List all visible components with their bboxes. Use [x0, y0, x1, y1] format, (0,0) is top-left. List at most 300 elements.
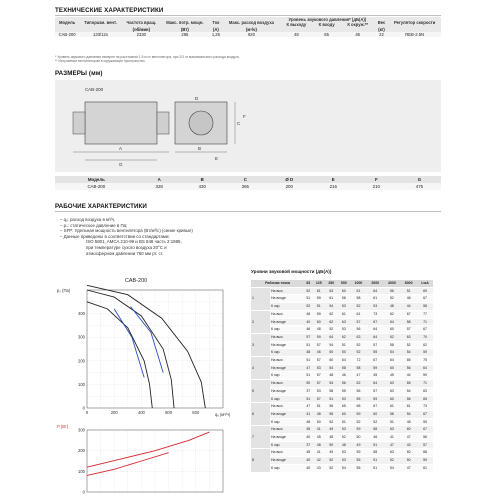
sound-cell: 67: [417, 410, 433, 418]
sound-cell: 52: [325, 326, 338, 334]
sound-cell: 50: [325, 441, 338, 449]
sound-cell: 48: [384, 303, 401, 311]
sound-row-label: К окр.: [270, 418, 304, 426]
sound-cell: 53: [338, 303, 351, 311]
table-row: [251, 349, 433, 357]
sound-cell: 51: [367, 464, 384, 472]
sound-cell: 54: [384, 464, 401, 472]
sound-row-label: К окр.: [270, 303, 304, 311]
sound-row-label: К окр.: [270, 441, 304, 449]
dims-col-model: Модель: [55, 176, 138, 183]
fan-outlet-circle: [189, 111, 213, 135]
sound-cell: 64: [367, 380, 384, 388]
sound-row-label: К окр.: [270, 326, 304, 334]
sound-row-label: На входе: [270, 457, 304, 465]
sound-cell: 54: [338, 464, 351, 472]
sound-row-label: На вых.: [270, 310, 304, 318]
sound-cell: 52: [384, 457, 401, 465]
sound-cell: 48: [400, 418, 417, 426]
sound-row-label: На вых.: [270, 403, 304, 411]
sound-cell: 65: [338, 403, 351, 411]
sound-cell: 55: [350, 457, 367, 465]
sound-cell: 58: [384, 410, 401, 418]
sound-cell: 45: [304, 426, 312, 434]
sound-cell: 56: [325, 403, 338, 411]
unit-cell: (кг): [375, 27, 389, 32]
sound-cell: 64: [338, 357, 351, 365]
sound-cell: 62: [384, 333, 401, 341]
sound-row-label: На входе: [270, 318, 304, 326]
sound-cell: 51: [304, 357, 312, 365]
sound-cell: 60: [384, 326, 401, 334]
cell-weight: 22: [375, 32, 389, 37]
sound-cell: 50: [304, 380, 312, 388]
sound-cell: 59: [417, 418, 433, 426]
table-row: [251, 426, 433, 434]
power-grid: [78, 428, 223, 495]
sound-cell: 54: [325, 341, 338, 349]
x-tick-label: 200: [110, 410, 118, 415]
sound-cell: 40: [304, 464, 312, 472]
tech-note-2: ** Излучаемое вентилятором в окружающее пространство.: [55, 59, 146, 63]
col-airflow: Макс. расход воздуха: [223, 17, 280, 27]
sound-cell: 55: [325, 410, 338, 418]
sound-cell: 44: [400, 372, 417, 380]
sound-cell: 63: [417, 387, 433, 395]
sound-cell: 60: [338, 287, 351, 295]
sound-cell: 46: [367, 434, 384, 442]
table-row: [251, 464, 433, 472]
sound-cell: 51: [400, 287, 417, 295]
sound-cell: 54: [325, 364, 338, 372]
y-tick-label: 100: [78, 381, 85, 387]
sound-cell: 52: [350, 349, 367, 357]
sound-cell: 50: [400, 457, 417, 465]
sound-cell: 56: [400, 364, 417, 372]
sound-cell: 60: [384, 395, 401, 403]
dims-col-d: Ø D: [267, 176, 312, 183]
power-y-tick-label: 100: [78, 468, 85, 474]
col-rpm: Частота вращ.: [122, 17, 161, 27]
sound-col-63: 63: [304, 280, 312, 287]
sound-cell: 59: [417, 457, 433, 465]
dims-col-e: E: [312, 176, 355, 183]
cell-power: 295: [161, 32, 209, 37]
sound-cell: 68: [417, 449, 433, 457]
sound-cell: 63: [338, 318, 351, 326]
sound-cell: 59: [312, 295, 325, 303]
sound-point-label: 5: [251, 380, 270, 403]
dims-table: [55, 176, 441, 190]
unit-cell: (А): [209, 27, 223, 32]
chart-title: САВ-200: [125, 278, 148, 284]
sound-cell: 59: [350, 449, 367, 457]
sound-cell: 64: [367, 287, 384, 295]
sound-title: Уровни звуковой мощности (дБ(А)): [251, 269, 332, 274]
sound-cell: 57: [312, 357, 325, 365]
sound-row-label: На входе: [270, 341, 304, 349]
sound-cell: 53: [338, 426, 351, 434]
sound-cell: 49: [325, 449, 338, 457]
sound-point-label: 7: [251, 426, 270, 449]
sound-cell: 52: [304, 287, 312, 295]
sound-cell: 56: [400, 395, 417, 403]
power-line: [87, 432, 209, 467]
sound-row-label: На входе: [270, 295, 304, 303]
desc-line: – qᵥ: расход воздуха в м³/ч,: [60, 217, 116, 222]
cell-current: 1,26: [209, 32, 223, 37]
sound-cell: 54: [400, 410, 417, 418]
table-row: [251, 295, 433, 303]
y-tick-label: 400: [78, 311, 85, 317]
sound-cell: 59: [350, 410, 367, 418]
sound-cell: 61: [338, 310, 351, 318]
sound-col-4000: 4000: [384, 280, 401, 287]
col-sound-env: К окруж.**: [341, 22, 375, 27]
sound-cell: 52: [350, 418, 367, 426]
sound-cell: 64: [325, 333, 338, 341]
sound-cell: 60: [400, 426, 417, 434]
sound-point-label: 1: [251, 287, 270, 310]
sound-cell: 51: [367, 441, 384, 449]
series-line: [87, 290, 174, 408]
sound-cell: 40: [304, 457, 312, 465]
sound-row-label: К окр.: [270, 464, 304, 472]
sound-point-label: 3: [251, 333, 270, 356]
sound-cell: 42: [312, 457, 325, 465]
sound-cell: 51: [304, 372, 312, 380]
sound-cell: 63: [350, 333, 367, 341]
sound-cell: 51: [338, 418, 351, 426]
table-row: [251, 333, 433, 341]
power-y-tick-label: 300: [78, 427, 85, 433]
sound-row-label: На вых.: [270, 426, 304, 434]
cell-airflow: 920: [223, 32, 280, 37]
sound-cell: 48: [325, 434, 338, 442]
sound-cell: 57: [312, 372, 325, 380]
sound-cell: 45: [304, 449, 312, 457]
sound-cell: 37: [304, 387, 312, 395]
fan-duct-left: [73, 112, 85, 134]
sound-cell: 48: [304, 349, 312, 357]
sound-cell: 57: [350, 318, 367, 326]
sound-cell: 51: [384, 418, 401, 426]
sound-cell: 57: [400, 326, 417, 334]
sound-cell: 62: [338, 333, 351, 341]
sound-cell: 56: [350, 326, 367, 334]
sound-cell: 48: [325, 372, 338, 380]
sound-col-point: Рабочая точка: [251, 280, 304, 287]
sound-cell: 43: [312, 464, 325, 472]
sound-row-label: На вых.: [270, 380, 304, 388]
table-row: [251, 441, 433, 449]
series: [87, 285, 205, 408]
sound-cell: 67: [417, 295, 433, 303]
sound-cell: 48: [312, 441, 325, 449]
table-row: [251, 318, 433, 326]
sound-cell: 47: [400, 464, 417, 472]
sound-cell: 58: [417, 303, 433, 311]
cell-sound-out: 48: [280, 32, 313, 37]
sound-cell: 52: [350, 303, 367, 311]
sound-cell: 54: [325, 380, 338, 388]
dim-letter-g: G: [119, 162, 123, 167]
sound-cell: 63: [384, 387, 401, 395]
dims-col-g: G: [398, 176, 441, 183]
divider: [55, 211, 441, 212]
col-model: Модель: [55, 17, 79, 27]
table-row: [251, 395, 433, 403]
sound-cell: 41: [384, 434, 401, 442]
table-row: [251, 380, 433, 388]
dims-col-b: B: [181, 176, 224, 183]
sound-cell: 57: [312, 341, 325, 349]
tech-note-1: * Уровень звукового давления измерен на расстоянии 1,5 м от вентилятора, при 2/3 от максимального расхода воздуха.: [55, 55, 240, 59]
sound-cell: 45: [312, 434, 325, 442]
sound-cell: 56: [417, 434, 433, 442]
sound-cell: 60: [312, 318, 325, 326]
sound-cell: 59: [417, 349, 433, 357]
sound-cell: 62: [325, 310, 338, 318]
sound-cell: 61: [350, 287, 367, 295]
sound-cell: 63: [325, 287, 338, 295]
sound-cell: 77: [417, 310, 433, 318]
table-row: [251, 303, 433, 311]
sound-cell: 61: [367, 295, 384, 303]
sound-cell: 52: [325, 464, 338, 472]
sound-cell: 58: [350, 364, 367, 372]
sound-cell: 57: [312, 395, 325, 403]
sound-cell: 62: [417, 341, 433, 349]
desc-line: атмосферном давлении 760 мм рт. ст.: [86, 250, 164, 256]
desc-line: – Данные приведены в соответствии со стандартами:: [60, 233, 170, 239]
sound-cell: 62: [325, 318, 338, 326]
table-row: [251, 418, 433, 426]
sound-cell: 48: [338, 441, 351, 449]
sound-row-label: К окр.: [270, 395, 304, 403]
tech-table: [55, 17, 441, 37]
cell-regulator: REB-2.5N: [388, 32, 441, 37]
sound-cell: 46: [304, 326, 312, 334]
sound-cell: 43: [400, 441, 417, 449]
sound-cell: 55: [350, 395, 367, 403]
sound-row-label: На вых.: [270, 449, 304, 457]
drawing-label: САВ-200: [85, 87, 104, 92]
sound-cell: 67: [367, 318, 384, 326]
x-axis-label: qᵥ (м³/ч): [215, 412, 231, 417]
sound-cell: 51: [312, 403, 325, 411]
table-row: [251, 357, 433, 365]
sound-cell: 50: [312, 418, 325, 426]
sound-cell: 58: [384, 341, 401, 349]
divider: [55, 15, 441, 16]
dims-col-a: A: [138, 176, 181, 183]
desc-line: – pₛ: статическое давление в Па;: [60, 222, 128, 228]
sound-cell: 40: [304, 434, 312, 442]
sound-cell: 67: [367, 403, 384, 411]
sound-cell: 63: [384, 426, 401, 434]
sound-cell: 54: [384, 349, 401, 357]
sound-row-label: На входе: [270, 434, 304, 442]
sound-row-label: К окр.: [270, 372, 304, 380]
sound-cell: 57: [417, 441, 433, 449]
sound-cell: 67: [367, 357, 384, 365]
sound-cell: 59: [350, 426, 367, 434]
col-weight: Вес: [375, 17, 389, 27]
sound-cell: 64: [367, 326, 384, 334]
unit-cell: (об/мин): [122, 27, 161, 32]
sound-cell: 60: [367, 410, 384, 418]
sound-cell: 56: [338, 380, 351, 388]
sound-cell: 55: [350, 464, 367, 472]
sound-cell: 59: [367, 395, 384, 403]
tech-title: ТЕХНИЧЕСКИЕ ХАРАКТЕРИСТИКИ: [55, 7, 164, 14]
sound-cell: 67: [417, 326, 433, 334]
sound-cell: 70: [417, 333, 433, 341]
sound-cell: 47: [384, 441, 401, 449]
x-tick-label: 800: [192, 410, 200, 415]
sound-cell: 57: [367, 341, 384, 349]
sound-cell: 52: [400, 341, 417, 349]
x-tick-label: 0: [85, 410, 89, 415]
dim-letter-b: B: [198, 146, 202, 151]
sound-cell: 61: [350, 310, 367, 318]
sound-cell: 71: [417, 380, 433, 388]
dims-cell: 216: [312, 183, 355, 190]
table-row: [251, 457, 433, 465]
sound-cell: 53: [338, 395, 351, 403]
sound-col-1000: 1000: [350, 280, 367, 287]
power-y-tick-label: 0: [82, 489, 85, 495]
sound-cell: 61: [325, 295, 338, 303]
sound-cell: 62: [350, 380, 367, 388]
sound-cell: 50: [325, 349, 338, 357]
sound-table: [251, 280, 433, 473]
sound-cell: 71: [417, 318, 433, 326]
cell-model: САВ-200: [55, 32, 79, 37]
sound-cell: 65: [400, 380, 417, 388]
sound-cell: 51: [304, 395, 312, 403]
col-sound-in: К входу: [313, 22, 341, 27]
sound-cell: 52: [338, 434, 351, 442]
sound-col-125: 125: [312, 280, 325, 287]
sound-cell: 57: [304, 333, 312, 341]
table-row: [251, 341, 433, 349]
sound-cell: 54: [325, 303, 338, 311]
sound-cell: 58: [350, 295, 367, 303]
sound-cell: 67: [417, 426, 433, 434]
sound-cell: 57: [367, 387, 384, 395]
sound-cell: 56: [350, 387, 367, 395]
sound-cell: 64: [384, 357, 401, 365]
table-row: [251, 449, 433, 457]
sound-cell: 58: [400, 318, 417, 326]
col-sound-out: К выходу: [280, 22, 313, 27]
dims-cell: САВ-200: [55, 183, 138, 190]
fan-body-side: [85, 102, 157, 144]
sound-row-label: На входе: [270, 410, 304, 418]
sound-cell: 59: [367, 364, 384, 372]
desc-line: при температуре сухого воздуха 20°C и: [86, 244, 167, 250]
performance-chart: [55, 270, 245, 500]
sound-cell: 46: [400, 295, 417, 303]
sound-cell: 60: [400, 449, 417, 457]
col-current: Ток: [209, 17, 223, 27]
sound-cell: 49: [350, 441, 367, 449]
sound-cell: 53: [338, 449, 351, 457]
unit-cell: (Вт): [161, 27, 209, 32]
sound-cell: 51: [367, 457, 384, 465]
power-y-tick-label: 200: [78, 448, 85, 454]
col-size: Типоразм. вент.: [79, 17, 122, 27]
dim-letter-d: D: [195, 96, 199, 101]
sound-cell: 58: [338, 295, 351, 303]
sound-cell: 51: [312, 303, 325, 311]
sound-cell: 48: [312, 410, 325, 418]
sound-cell: 60: [338, 410, 351, 418]
sound-cell: 63: [384, 380, 401, 388]
sound-cell: 51: [304, 341, 312, 349]
col-sound: Уровень звукового давления* (дБ(А)): [280, 17, 375, 22]
ticks: [78, 311, 200, 415]
table-row: [251, 434, 433, 442]
table-row: [251, 403, 433, 411]
dims-cell: 328: [138, 183, 181, 190]
sound-point-label: 2: [251, 310, 270, 333]
sound-cell: 53: [338, 457, 351, 465]
sound-cell: 64: [417, 364, 433, 372]
sound-cell: 61: [417, 464, 433, 472]
sound-col-250: 250: [325, 280, 338, 287]
col-regulator: Регулятор скорости: [388, 17, 441, 27]
sound-cell: 60: [325, 357, 338, 365]
sound-cell: 64: [367, 333, 384, 341]
dims-title: РАЗМЕРЫ (мм): [55, 70, 103, 77]
col-power: Макс. потр. мощн.: [161, 17, 209, 27]
sound-cell: 53: [367, 303, 384, 311]
sound-cell: 47: [400, 434, 417, 442]
sound-row-label: На входе: [270, 387, 304, 395]
desc-line: – SFP: Удельная мощность вентилятора (Вт/м³/с) (синие кривые): [60, 228, 193, 234]
sound-cell: 56: [384, 287, 401, 295]
sound-cell: 52: [325, 457, 338, 465]
sound-cell: 52: [304, 303, 312, 311]
sound-cell: 46: [338, 372, 351, 380]
sound-cell: 51: [325, 395, 338, 403]
y-tick-label: 0: [82, 405, 85, 411]
y-axis-label: pₛ (Па): [57, 288, 71, 293]
sound-cell: 55: [367, 349, 384, 357]
series-line: [87, 285, 205, 408]
dims-cell: 200: [267, 183, 312, 190]
sound-cell: 65: [417, 395, 433, 403]
sound-col-500: 500: [338, 280, 351, 287]
sound-cell: 54: [400, 387, 417, 395]
dim-letter-e: E: [215, 156, 219, 161]
sound-cell: 67: [400, 310, 417, 318]
sound-cell: 57: [312, 380, 325, 388]
sound-cell: 45: [367, 372, 384, 380]
series-line: [131, 307, 164, 373]
sound-cell: 65: [400, 357, 417, 365]
dims-cell: 210: [355, 183, 398, 190]
dims-cell: 475: [398, 183, 441, 190]
x-tick-label: 600: [165, 410, 173, 415]
sound-cell: 47: [304, 403, 312, 411]
sound-cell: 41: [304, 410, 312, 418]
sound-cell: 68: [350, 403, 367, 411]
sound-cell: 44: [400, 303, 417, 311]
